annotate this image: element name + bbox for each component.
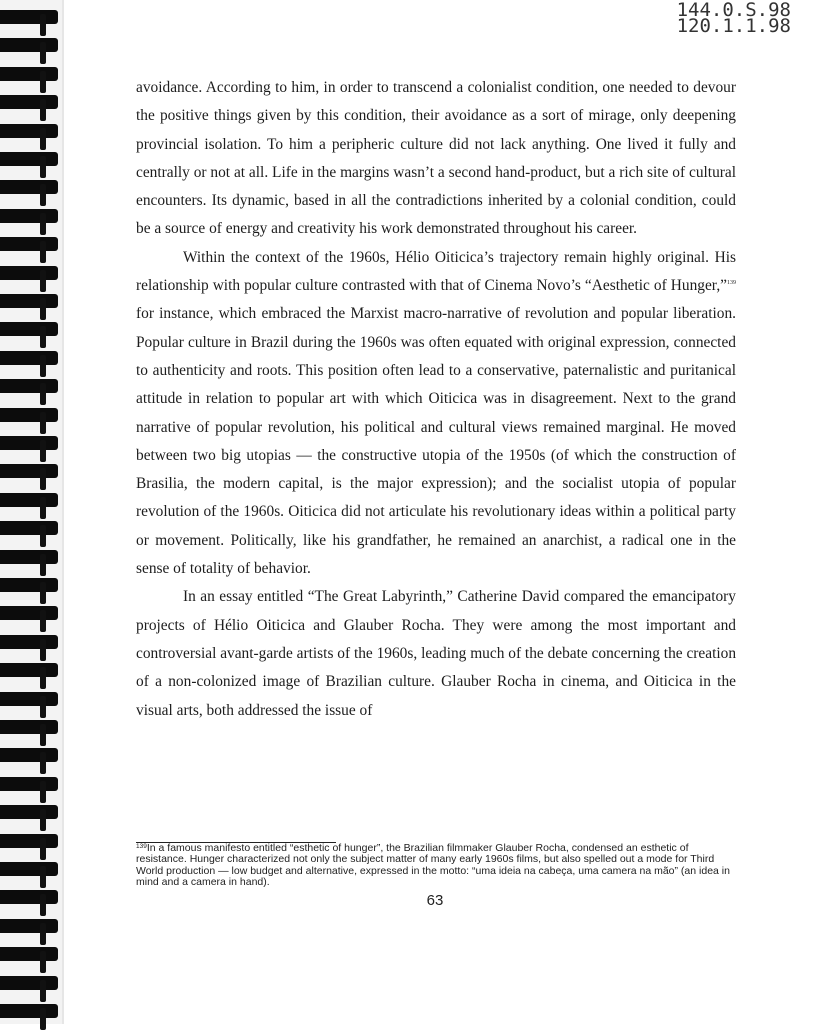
spiral-binding <box>0 0 62 1024</box>
handwritten-note: 120.1.1.98 <box>676 15 791 37</box>
binding-hole <box>40 14 46 36</box>
paragraph-text: Within the context of the 1960s, Hélio Oiticica’s trajectory remain highly original. His relationship with popular culture contrasted with that of Cinema Novo’s “Aesthetic of Hunger,” <box>136 248 736 295</box>
binding-coil <box>0 1004 58 1018</box>
binding-hole <box>40 980 46 1002</box>
binding-coil <box>0 663 58 677</box>
binding-coil <box>0 606 58 620</box>
footnote-reference: 139 <box>727 280 736 287</box>
handwritten-notes <box>676 0 791 37</box>
binding-coil <box>0 947 58 961</box>
binding-hole <box>40 99 46 121</box>
binding-hole <box>40 412 46 434</box>
binding-hole <box>40 270 46 292</box>
binding-coil <box>0 408 58 422</box>
binding-coil <box>0 777 58 791</box>
paragraph-text: for instance, which embraced the Marxist macro-narrative of revolution and popular liberation. Popular culture in Brazil during the 1960s was often equated with original expression, connected to authenticity and roots. This position often lead to a conservative, paternalistic and puritanical attitude in relation to popular art with which Oiticica was in disagreement. Next to the grand narrative of popular revolution, his political and cultural views remained marginal. He moved between two big utopias — the constructive utopia of the 1950s (of which the construction of Brasilia, the modern capital, is the major expression); and the socialist utopia of popular revolution of the 1960s. Oiticica did not articulate his revolutionary ideas within a political party or movement. Politically, like his grandfather, he remained an anarchist, a radical one in the sense of totality of behavior. <box>136 305 736 578</box>
binding-coil <box>0 550 58 564</box>
binding-hole <box>40 298 46 320</box>
binding-hole <box>40 71 46 93</box>
binding-coil <box>0 890 58 904</box>
binding-hole <box>40 440 46 462</box>
paragraph: In an essay entitled “The Great Labyrinth,” Catherine David compared the emancipatory projects of Hélio Oiticica and Glauber Rocha. They were among the most important and controversial avant-garde artists of the 1960s, leading much of the debate concerning the creation of a non-colonized image of Brazilian culture. Glauber Rocha in cinema, and Oiticica in the visual arts, both addressed the issue of <box>136 588 737 719</box>
binding-hole <box>40 184 46 206</box>
binding-hole <box>40 752 46 774</box>
binding-coil <box>0 351 58 365</box>
binding-coil <box>0 862 58 876</box>
handwritten-note: 144.0.S.98 <box>676 0 791 21</box>
binding-coil <box>0 720 58 734</box>
binding-coil <box>0 578 58 592</box>
binding-coil <box>0 436 58 450</box>
binding-hole <box>40 696 46 718</box>
binding-coil <box>0 748 58 762</box>
binding-hole <box>40 582 46 604</box>
footnote-text: In a famous manifesto entitled “esthetic of hunger”, the Brazilian filmmaker Glauber Rocha, condensed an esthetic of resistance. Hunger characterized not only the subject matter of many early 1960s films, but also spelled out a mode for Third World production — low budget and alternative, expressed in the motto: “uma ideia na cabeça, uma camera na mão” (an idea in mind and a camera in hand). <box>136 842 730 889</box>
binding-hole <box>40 468 46 490</box>
binding-hole <box>40 610 46 632</box>
footnote-number: 139 <box>136 843 147 850</box>
binding-coil <box>0 464 58 478</box>
page-edge <box>62 0 64 1024</box>
binding-hole <box>40 894 46 916</box>
binding-coil <box>0 38 58 52</box>
binding-hole <box>40 241 46 263</box>
binding-hole <box>40 554 46 576</box>
binding-coil <box>0 521 58 535</box>
binding-hole <box>40 355 46 377</box>
footnote <box>136 843 736 889</box>
binding-hole <box>40 838 46 860</box>
paragraph <box>136 244 736 584</box>
binding-coil <box>0 919 58 933</box>
binding-hole <box>40 156 46 178</box>
binding-hole <box>40 724 46 746</box>
binding-coil <box>0 95 58 109</box>
binding-hole <box>40 667 46 689</box>
binding-hole <box>40 213 46 235</box>
binding-hole <box>40 1008 46 1030</box>
binding-coil <box>0 635 58 649</box>
binding-hole <box>40 326 46 348</box>
binding-hole <box>40 639 46 661</box>
binding-coil <box>0 237 58 251</box>
binding-hole <box>40 525 46 547</box>
binding-coil <box>0 834 58 848</box>
binding-coil <box>0 976 58 990</box>
binding-coil <box>0 294 58 308</box>
binding-hole <box>40 383 46 405</box>
binding-hole <box>40 781 46 803</box>
binding-coil <box>0 209 58 223</box>
binding-hole <box>40 42 46 64</box>
binding-hole <box>40 866 46 888</box>
binding-coil <box>0 10 58 24</box>
binding-coil <box>0 805 58 819</box>
binding-hole <box>40 128 46 150</box>
paragraph: avoidance. According to him, in order to transcend a colonialist condition, one needed to devour the positive things given by this condition, their avoidance as a sort of mirage, only deepening provincial isolation. To him a peripheric culture did not lack anything. One lived it fully and centrally or not at all. Life in the margins wasn’t a second hand-product, but a rich site of cultural encounters. Its dynamic, based in all the contradictions inherited by a colonial condition, could be a source of energy and creativity his work demonstrated throughout his career. <box>136 79 736 238</box>
binding-coil <box>0 266 58 280</box>
binding-coil <box>0 493 58 507</box>
binding-hole <box>40 923 46 945</box>
binding-coil <box>0 322 58 336</box>
binding-coil <box>0 379 58 393</box>
binding-coil <box>0 152 58 166</box>
body-text <box>136 74 736 725</box>
page-number: 63 <box>426 892 444 909</box>
binding-hole <box>40 809 46 831</box>
binding-hole <box>40 497 46 519</box>
binding-coil <box>0 692 58 706</box>
binding-hole <box>40 951 46 973</box>
binding-coil <box>0 180 58 194</box>
binding-coil <box>0 67 58 81</box>
binding-coil <box>0 124 58 138</box>
